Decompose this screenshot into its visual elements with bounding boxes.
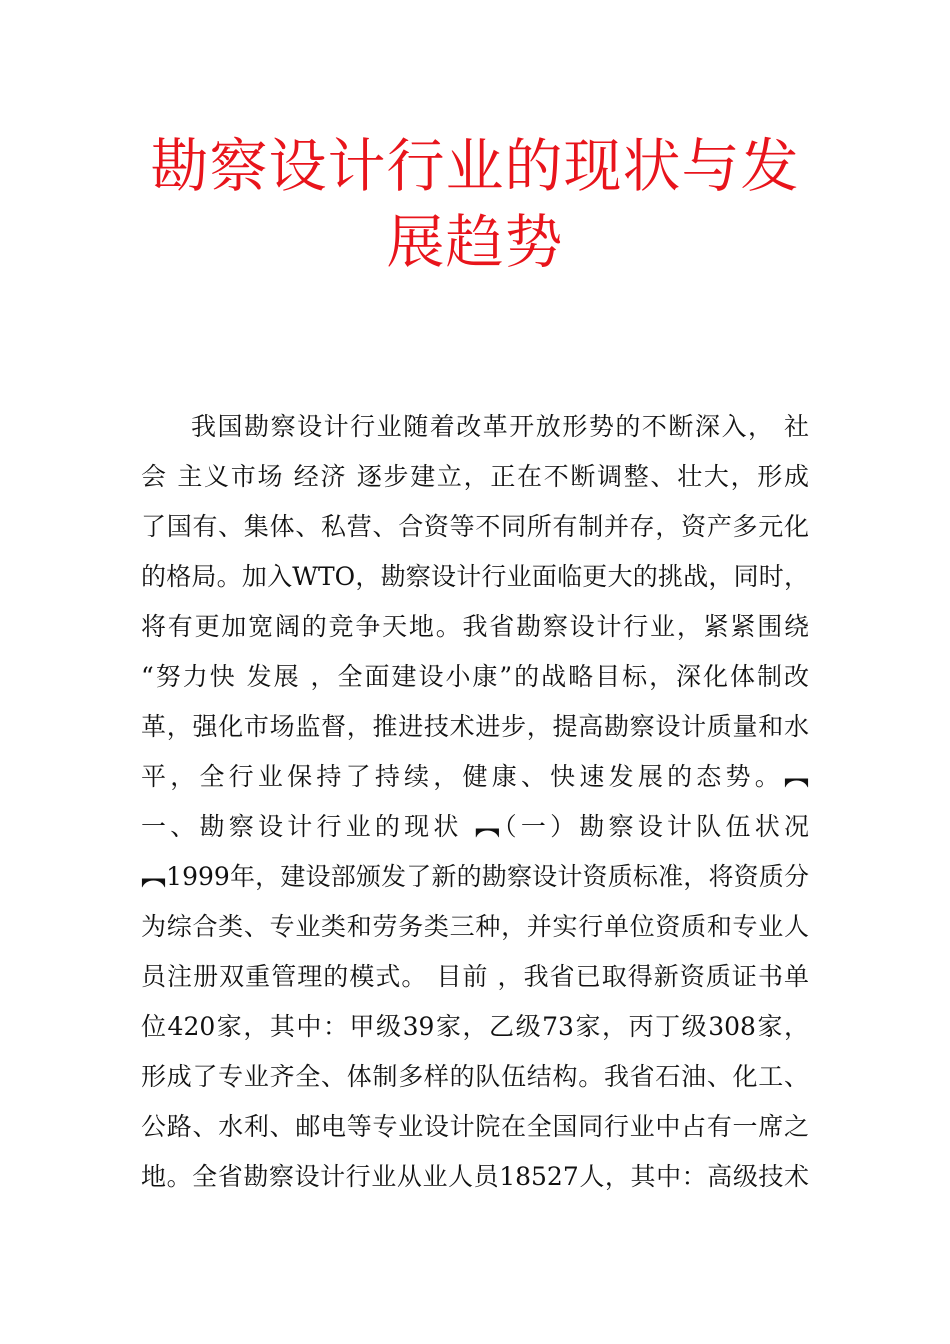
body-line: 我国勘察设计行业随着改革开放形势的不断深入， 社 [191,412,809,441]
document-title: 勘察设计行业的现状与发展趋势 [150,132,800,276]
body-line: 了国有、集体、私营、合资等不同所有制并存，资产多元化 [141,512,809,541]
body-line: 将有更加宽阔的竞争天地。我省勘察设计行业，紧紧围绕 [141,612,809,641]
body-line: 员注册双重管理的模式。 目前 ，我省已取得新资质证书单 [141,962,809,991]
body-line: 平，全行业保持了持续，健康、快速发展的态势。︻ [141,762,809,791]
body-line: “努力快 发展 ，全面建设小康”的战略目标，深化体制改 [141,662,809,691]
body-line: 位420家，其中：甲级39家，乙级73家，丙丁级308家， [141,1012,809,1041]
body-line: 一、勘察设计行业的现状 ︻（一）勘察设计队伍状况 [141,812,809,841]
body-line: 地。全省勘察设计行业从业人员18527人，其中：高级技术 [141,1162,809,1191]
body-line: 革，强化市场监督，推进技术进步，提高勘察设计质量和水 [141,712,809,741]
body-line: 公路、水利、邮电等专业设计院在全国同行业中占有一席之 [141,1112,809,1141]
body-line: 的格局。加入WTO，勘察设计行业面临更大的挑战，同时， [141,562,809,591]
body-line: 为综合类、专业类和劳务类三种，并实行单位资质和专业人 [141,912,809,941]
body-line: ︻1999年，建设部颁发了新的勘察设计资质标准，将资质分 [141,862,809,891]
body-line: 形成了专业齐全、体制多样的队伍结构。我省石油、化工、 [141,1062,809,1091]
document-body [141,402,809,1202]
body-line: 会 主义市场 经济 逐步建立，正在不断调整、壮大，形成 [141,462,809,491]
